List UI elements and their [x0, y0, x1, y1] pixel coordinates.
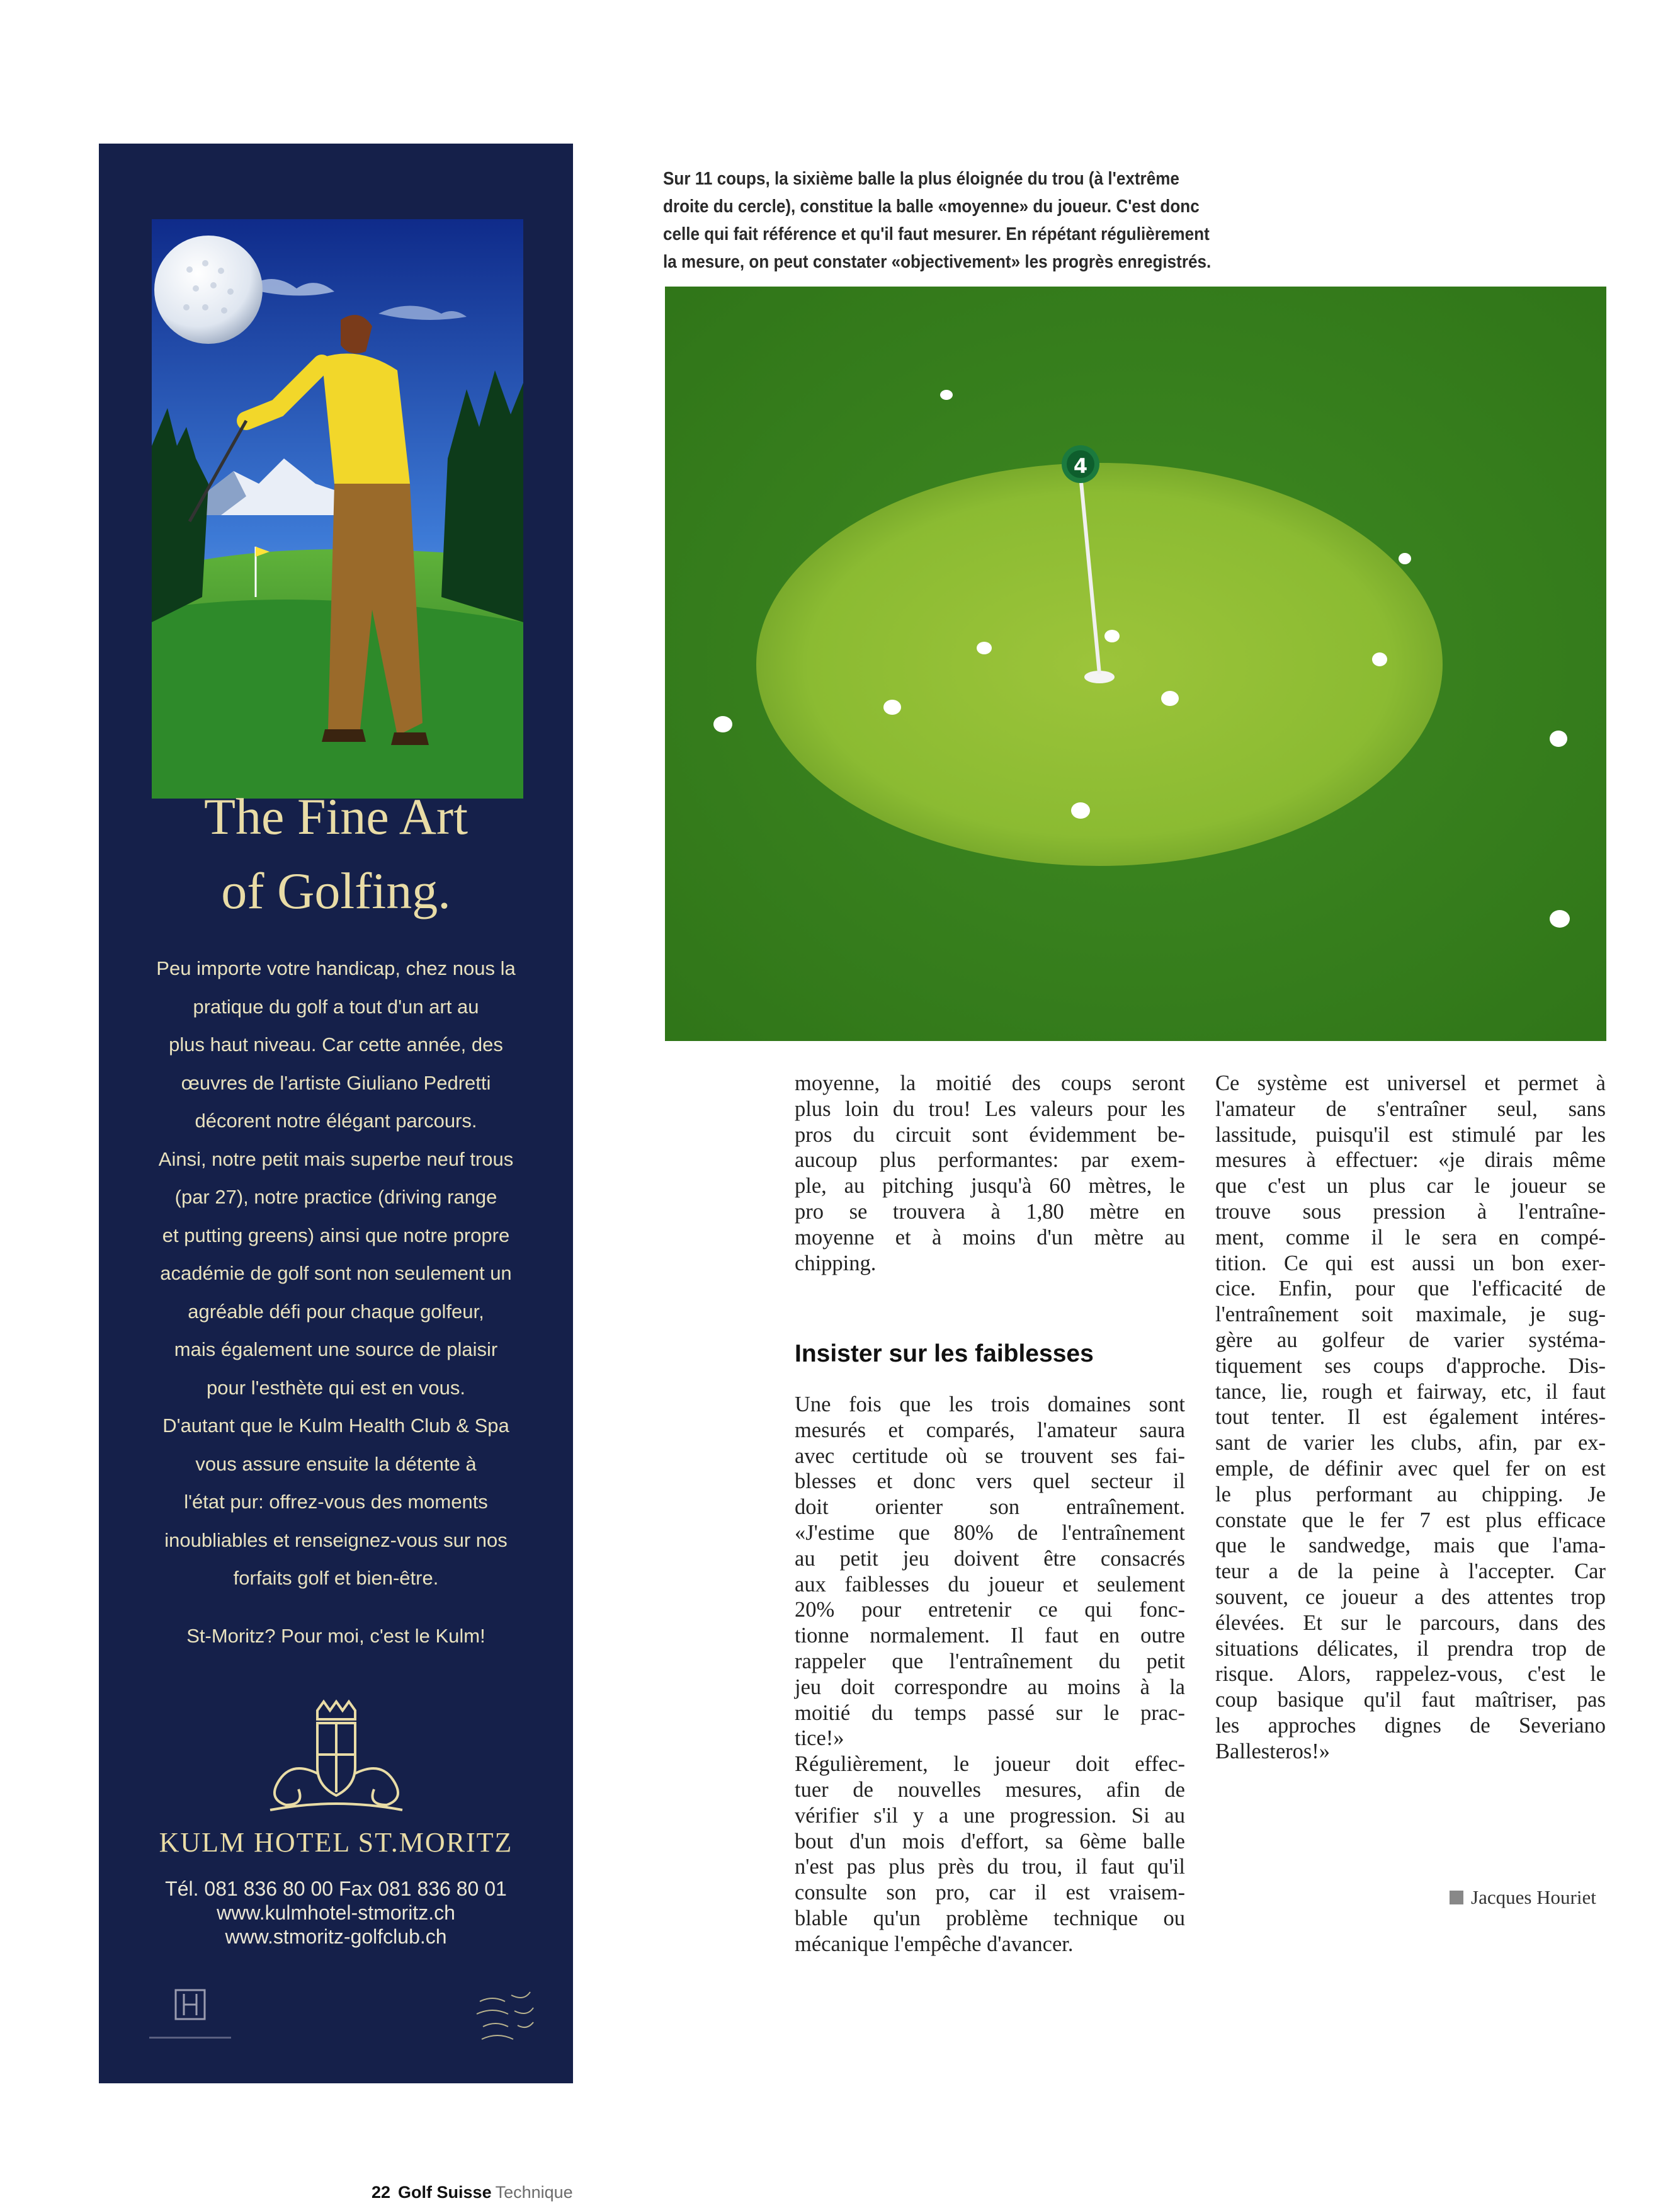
text-line: l'entraînement soit maximale, je sug- — [1215, 1302, 1606, 1327]
ad-body-line: (par 27), notre practice (driving range — [174, 1186, 497, 1208]
flag-number: 4 — [1073, 454, 1088, 478]
flag — [1062, 445, 1099, 483]
text-line: tice!» — [795, 1726, 844, 1751]
author-name: Jacques Houriet — [1471, 1886, 1596, 1908]
golf-ball — [1372, 652, 1387, 666]
text-line: chipping. — [795, 1251, 877, 1275]
golf-ball — [883, 700, 901, 715]
text-line: trouve sous pression à l'entraîne- — [1215, 1199, 1606, 1224]
ad-body-line: D'autant que le Kulm Health Club & Spa — [162, 1414, 509, 1437]
golf-ball — [1104, 630, 1120, 642]
text-line: mesurés et comparés, l'amateur saura — [795, 1418, 1185, 1442]
text-line: les approches dignes de Severiano — [1215, 1713, 1606, 1738]
author-signature — [1450, 1886, 1596, 1909]
text-line: pro se trouvera à 1,80 mètre en — [795, 1199, 1185, 1224]
leading-hotels-logo — [464, 1976, 546, 2058]
text-line: consulte son pro, car il est vraisem- — [795, 1881, 1185, 1905]
caption-line: celle qui fait référence et qu'il faut mesurer. En répétant régulièrement — [663, 224, 1210, 244]
golf-ball-moon — [154, 236, 263, 344]
text-line: Ce système est universel et permet à — [1215, 1071, 1606, 1095]
ad-body-line: et putting greens) ainsi que notre propre — [162, 1224, 510, 1246]
golf-ball — [1161, 691, 1179, 706]
text-line: que le sandwedge, mais que l'ama- — [1215, 1534, 1606, 1558]
text-line: avec certitude où se trouvent ses fai- — [795, 1443, 1185, 1468]
caption-line: droite du cercle), constitue la balle «moyenne» du joueur. C'est donc — [663, 196, 1200, 217]
text-line: «J'estime que 80% de l'entraînement — [795, 1520, 1185, 1545]
text-line: mesures à effectuer: «je dirais même — [1215, 1148, 1606, 1173]
ad-headline — [99, 780, 573, 928]
ad-body-line: vous assure ensuite la détente à — [195, 1452, 477, 1475]
ad-slogan: St-Moritz? Pour moi, c'est le Kulm! — [186, 1625, 485, 1647]
photo-caption — [663, 165, 1230, 276]
text-line: sant de varier les clubs, afin, par ex- — [1215, 1431, 1606, 1455]
ad-body-line: l'état pur: offrez-vous des moments — [184, 1491, 488, 1513]
text-line: Ballesteros!» — [1215, 1739, 1331, 1763]
text-line: coup basique qu'il faut maîtriser, pas — [1215, 1688, 1606, 1712]
text-line: lassitude, puisqu'il est stimulé par les — [1215, 1122, 1606, 1147]
ad-headline-line: The Fine Art — [203, 788, 468, 845]
ad-body-line: Peu importe votre handicap, chez nous la — [156, 957, 516, 979]
end-mark-square — [1450, 1891, 1463, 1904]
ad-body-line: académie de golf sont non seulement un — [160, 1262, 512, 1284]
text-line: que c'est un plus car le joueur se — [1215, 1174, 1606, 1198]
golf-ball — [1550, 731, 1567, 747]
text-line: n'est pas plus près du trou, il faut qu'il — [795, 1855, 1185, 1879]
ad-website-link[interactable]: www.stmoritz-golfclub.ch — [225, 1925, 447, 1948]
text-line: moitié du temps passé sur le prac- — [795, 1700, 1185, 1725]
text-line: aucoup plus performantes: par exem- — [795, 1148, 1185, 1173]
text-line: le plus performant au chipping. Je — [1215, 1482, 1606, 1506]
caption-line: la mesure, on peut constater «objectivement» les progrès enregistrés. — [663, 252, 1212, 272]
text-line: moyenne, la moitié des coups seront — [795, 1071, 1185, 1095]
text-line: doit orienter son entraînement. — [795, 1495, 1185, 1520]
ad-body-line: plus haut niveau. Car cette année, des — [169, 1033, 503, 1056]
kulm-hotel-advertisement — [99, 144, 573, 2083]
article-column-1 — [795, 1071, 1185, 1276]
golf-ball — [713, 716, 732, 732]
ad-headline-line: of Golfing. — [221, 862, 451, 919]
ad-body-text — [124, 950, 548, 1598]
ad-body-line: agréable défi pour chaque golfeur, — [188, 1300, 484, 1323]
text-line: pros du circuit sont évidemment be- — [795, 1122, 1185, 1147]
text-line: Une fois que les trois domaines sont — [795, 1392, 1185, 1416]
text-line: aux faiblesses du joueur et seulement — [795, 1572, 1185, 1596]
ad-phone-fax: Tél. 081 836 80 00 Fax 081 836 80 01 — [165, 1877, 507, 1900]
text-line: teur a de la peine à l'accepter. Car — [1215, 1559, 1606, 1584]
ad-body-line: Ainsi, notre petit mais superbe neuf trous — [158, 1147, 514, 1170]
text-line: ment, comme il le sera en compé- — [1215, 1225, 1606, 1249]
hotel-crest-logo — [258, 1698, 415, 1818]
section-name: Technique — [495, 2183, 573, 2202]
golf-ball — [977, 642, 992, 654]
article-subheading: Insister sur les faiblesses — [795, 1340, 1094, 1367]
text-line: rappeler que l'entraînement du petit — [795, 1649, 1185, 1673]
text-line: situations délicates, il prendra trop de — [1215, 1636, 1606, 1661]
text-line: tiquement ses coups d'approche. Dis- — [1215, 1353, 1606, 1378]
text-line: tionne normalement. Il faut en outre — [795, 1624, 1185, 1648]
ad-body-line: forfaits golf et bien-être. — [233, 1567, 439, 1589]
text-line: gère au golfeur de varier systéma- — [1215, 1328, 1606, 1352]
ad-website-link[interactable]: www.kulmhotel-stmoritz.ch — [217, 1901, 455, 1924]
golf-ball — [1550, 910, 1570, 928]
text-line: Régulièrement, le joueur doit effec- — [795, 1752, 1185, 1777]
ad-body-line: mais également une source de plaisir — [174, 1338, 498, 1360]
golf-ball — [1399, 553, 1411, 564]
ad-body-line: inoubliables et renseignez-vous sur nos — [164, 1528, 508, 1551]
text-line: blable qu'un problème technique ou — [795, 1906, 1185, 1930]
text-line: jeu doit correspondre au moins à la — [795, 1675, 1185, 1699]
text-line: souvent, ce joueur a des attentes trop — [1215, 1585, 1606, 1609]
text-line: emple, de définir avec quel fer on est — [1215, 1456, 1606, 1481]
magazine-name: Golf Suisse — [398, 2183, 492, 2202]
text-line: l'amateur de s'entraîner seul, sans — [1215, 1096, 1606, 1121]
ad-body-line: décorent notre élégant parcours. — [195, 1110, 477, 1132]
article-column-2 — [1215, 1071, 1606, 1765]
text-line: tition. Ce qui est aussi un bon exer- — [1215, 1251, 1606, 1275]
caption-line: Sur 11 coups, la sixième balle la plus éloignée du trou (à l'extrême — [663, 169, 1179, 189]
text-line: cice. Enfin, pour que l'efficacité de — [1215, 1277, 1606, 1301]
golf-ball — [940, 390, 953, 400]
text-line: au petit jeu doivent être consacrés — [795, 1546, 1185, 1571]
ad-hotel-name: KULM HOTEL ST.MORITZ — [159, 1827, 513, 1858]
text-line: bout d'un mois d'effort, sa 6ème balle — [795, 1829, 1185, 1853]
text-line: plus loin du trou! Les valeurs pour les — [795, 1096, 1185, 1121]
text-line: blesses et donc vers quel secteur il — [795, 1469, 1185, 1494]
page-footer — [372, 2183, 573, 2202]
ad-body-line: pratique du golf a tout d'un art au — [193, 995, 479, 1018]
text-line: risque. Alors, rappelez-vous, c'est le — [1215, 1662, 1606, 1687]
ad-body-line: œuvres de l'artiste Giuliano Pedretti — [181, 1071, 491, 1094]
text-line: constate que le fer 7 est plus efficace — [1215, 1508, 1606, 1532]
article-column-1-continued — [795, 1392, 1185, 1957]
ad-contact-block — [99, 1877, 573, 1949]
putting-green-photo — [665, 287, 1606, 1041]
hotel-monogram-logo — [137, 1983, 244, 2052]
golf-ball — [1071, 802, 1090, 819]
page-number: 22 — [372, 2183, 391, 2202]
text-line: tout tenter. Il est également intéres- — [1215, 1405, 1606, 1430]
text-line: moyenne et à moins d'un mètre au — [795, 1225, 1185, 1249]
text-line: vérifier s'il y a une progression. Si au — [795, 1803, 1185, 1828]
golfer-illustration — [152, 219, 523, 799]
text-line: 20% pour entretenir ce qui fonc- — [795, 1598, 1185, 1622]
text-line: élevées. Et sur le parcours, dans des — [1215, 1610, 1606, 1635]
text-line: mécanique l'empêche d'avancer. — [795, 1932, 1074, 1956]
text-line: tuer de nouvelles mesures, afin de — [795, 1777, 1185, 1802]
text-line: tance, lie, rough et fairway, etc, il faut — [1215, 1379, 1606, 1404]
text-line: ple, au pitching jusqu'à 60 mètres, le — [795, 1174, 1185, 1198]
ad-body-line: pour l'esthète qui est en vous. — [207, 1376, 465, 1399]
